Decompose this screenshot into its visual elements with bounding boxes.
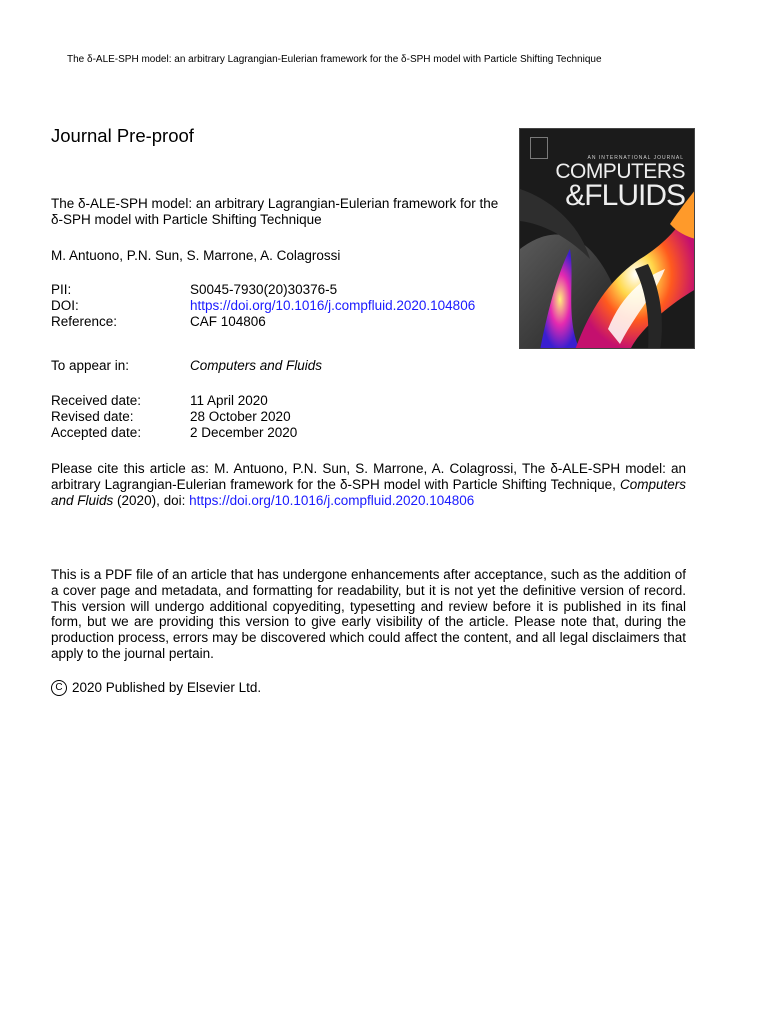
- accepted-value: 2 December 2020: [190, 425, 298, 440]
- article-title: The δ-ALE-SPH model: an arbitrary Lagrangian-Eulerian framework for the δ-SPH model with Particle Shifting Technique: [51, 196, 499, 227]
- journal-pre-proof-label: Journal Pre-proof: [51, 125, 194, 146]
- reference-row: [51, 314, 475, 330]
- copyright-line: [51, 680, 261, 696]
- cover-title-line1: COMPUTERS: [555, 160, 685, 183]
- cover-title-line2: &FLUIDS: [565, 179, 685, 212]
- appear-label: To appear in:: [51, 358, 130, 373]
- revised-label: Revised date:: [51, 409, 134, 424]
- cover-kicker: AN INTERNATIONAL JOURNAL: [587, 155, 684, 161]
- identifiers-block: [51, 282, 475, 330]
- reference-value: CAF 104806: [190, 314, 266, 329]
- copyright-text: 2020 Published by Elsevier Ltd.: [72, 680, 262, 695]
- appear-row: [51, 358, 322, 374]
- doi-label: DOI:: [51, 298, 79, 313]
- authors: M. Antuono, P.N. Sun, S. Marrone, A. Colagrossi: [51, 248, 341, 263]
- pii-label: PII:: [51, 282, 72, 297]
- appear-value: Computers and Fluids: [190, 358, 323, 373]
- appear-block: [51, 358, 322, 374]
- citation-middle: (2020), doi:: [113, 493, 190, 508]
- received-value: 11 April 2020: [190, 393, 268, 408]
- copyright-icon: C: [51, 680, 67, 696]
- revised-value: 28 October 2020: [190, 409, 291, 424]
- citation-journal: Computers and Fluids: [51, 477, 686, 508]
- citation-doi-link[interactable]: https://doi.org/10.1016/j.compfluid.2020.104806: [189, 493, 475, 508]
- citation-paragraph: [51, 461, 686, 509]
- journal-cover-image: [519, 128, 695, 349]
- pii-value: S0045-7930(20)30376-5: [190, 282, 338, 297]
- received-row: [51, 393, 297, 409]
- running-head: The δ-ALE-SPH model: an arbitrary Lagrangian-Eulerian framework for the δ-SPH model with Particle Shifting Technique: [67, 54, 602, 65]
- accepted-label: Accepted date:: [51, 425, 142, 440]
- reference-label: Reference:: [51, 314, 118, 329]
- received-label: Received date:: [51, 393, 142, 408]
- revised-row: [51, 409, 297, 425]
- elsevier-logo: [530, 137, 548, 159]
- citation-prefix: Please cite this article as: M. Antuono, P.N. Sun, S. Marrone, A. Colagrossi, The δ-ALE-SPH model: an arbitrary Lagrangian-Eulerian framework for the δ-SPH model with Particle Shifting Technique,: [51, 461, 686, 492]
- dates-block: [51, 393, 297, 441]
- pii-row: [51, 282, 475, 298]
- pre-proof-notice: This is a PDF file of an article that has undergone enhancements after acceptance, such as the addition of a cover page and metadata, and formatting for readability, but it is not yet the definitive version of record. This version will undergo additional copyediting, typesetting and review before it is published in its final form, but we are providing this version to give early visibility of the article. Please note that, during the production process, errors may be discovered which could affect the content, and all legal disclaimers that apply to the journal pertain.: [51, 567, 686, 661]
- accepted-row: [51, 425, 297, 441]
- doi-row: [51, 298, 475, 314]
- doi-link[interactable]: https://doi.org/10.1016/j.compfluid.2020.104806: [190, 298, 476, 313]
